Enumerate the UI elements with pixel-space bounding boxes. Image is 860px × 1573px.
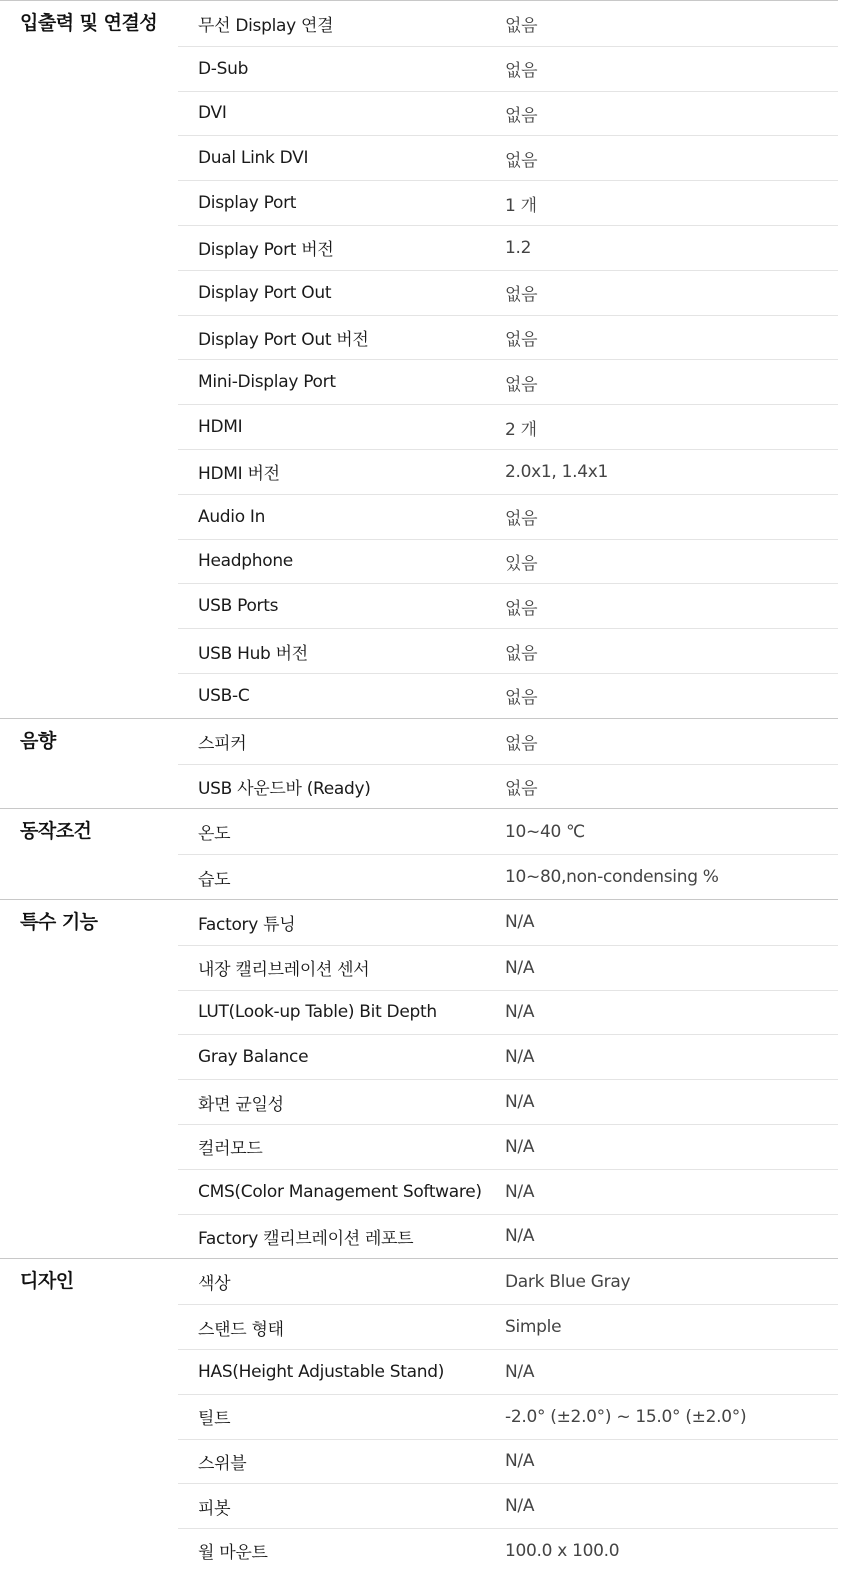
spec-row <box>178 1528 838 1573</box>
spec-label: USB Hub 버전 <box>198 643 308 664</box>
spec-rows <box>178 900 838 1258</box>
spec-row <box>178 1304 838 1349</box>
spec-value: 없음 <box>505 598 538 619</box>
spec-row <box>178 539 838 584</box>
section-title: 입출력 및 연결성 <box>20 12 158 34</box>
spec-value: 없음 <box>505 61 538 82</box>
spec-value: 1.2 <box>505 237 532 258</box>
spec-label: Headphone <box>198 551 293 572</box>
spec-value: 10~40 ℃ <box>505 821 585 842</box>
spec-section <box>0 808 838 899</box>
spec-label: 무선 Display 연결 <box>198 15 334 36</box>
spec-value: N/A <box>505 912 535 933</box>
spec-label: Mini-Display Port <box>198 372 336 393</box>
spec-label: CMS(Color Management Software) <box>198 1181 482 1202</box>
spec-value: N/A <box>505 1181 535 1202</box>
spec-label: Display Port <box>198 193 297 214</box>
spec-value: 있음 <box>505 553 538 574</box>
spec-label: Dual Link DVI <box>198 148 309 169</box>
spec-value: 없음 <box>505 688 538 709</box>
spec-value: 없음 <box>505 643 538 664</box>
spec-value: N/A <box>505 1092 535 1113</box>
spec-value: N/A <box>505 1451 535 1472</box>
spec-row <box>178 494 838 539</box>
spec-row <box>178 1439 838 1484</box>
spec-rows <box>178 1259 838 1573</box>
spec-row <box>178 673 838 718</box>
section-title: 특수 기능 <box>20 910 98 933</box>
spec-value: -2.0° (±2.0°) ~ 15.0° (±2.0°) <box>505 1406 747 1427</box>
spec-row <box>178 1349 838 1394</box>
spec-label: USB-C <box>198 685 250 706</box>
spec-label: USB Ports <box>198 596 279 617</box>
spec-value: 10~80,non-condensing % <box>505 867 719 888</box>
spec-value: 없음 <box>505 778 538 799</box>
spec-label: 스피커 <box>198 733 247 754</box>
spec-label: Factory 캘리브레이션 레포트 <box>198 1228 414 1249</box>
spec-section <box>0 0 838 718</box>
spec-value: 없음 <box>505 509 538 530</box>
spec-label: USB 사운드바 (Ready) <box>198 778 371 799</box>
spec-section <box>0 718 838 809</box>
spec-label: 화면 균일성 <box>198 1094 284 1115</box>
spec-value: 없음 <box>505 150 538 171</box>
spec-row <box>178 225 838 270</box>
spec-value: 없음 <box>505 733 538 754</box>
spec-value: 없음 <box>505 105 538 126</box>
spec-value: 100.0 x 100.0 <box>505 1540 620 1561</box>
spec-value: N/A <box>505 1136 535 1157</box>
spec-label: 내장 캘리브레이션 센서 <box>198 960 370 981</box>
spec-section <box>0 1258 838 1573</box>
spec-row <box>178 1214 838 1259</box>
spec-row <box>178 764 838 809</box>
spec-label: 피봇 <box>198 1498 231 1519</box>
spec-value: N/A <box>505 1226 535 1247</box>
spec-row <box>178 1259 838 1304</box>
section-title: 디자인 <box>20 1270 74 1293</box>
spec-label: 온도 <box>198 824 231 845</box>
spec-value: 없음 <box>505 285 538 306</box>
spec-rows <box>178 719 838 809</box>
spec-value: 없음 <box>505 374 538 395</box>
spec-label: DVI <box>198 103 227 124</box>
spec-row <box>178 1034 838 1079</box>
spec-value: N/A <box>505 1361 535 1382</box>
spec-row <box>178 359 838 404</box>
spec-row <box>178 583 838 628</box>
spec-value: Dark Blue Gray <box>505 1271 631 1292</box>
spec-row <box>178 719 838 764</box>
spec-label: HAS(Height Adjustable Stand) <box>198 1361 445 1382</box>
spec-label: HDMI <box>198 417 243 438</box>
spec-row <box>178 315 838 360</box>
spec-row <box>178 945 838 990</box>
spec-label: HDMI 버전 <box>198 464 280 485</box>
spec-value: N/A <box>505 1047 535 1068</box>
spec-value: 2.0x1, 1.4x1 <box>505 461 609 482</box>
spec-label: Gray Balance <box>198 1047 309 1068</box>
spec-row <box>178 854 838 899</box>
spec-row <box>178 270 838 315</box>
spec-row <box>178 900 838 945</box>
spec-label: Display Port Out <box>198 282 332 303</box>
spec-value: 없음 <box>505 329 538 350</box>
spec-label: Factory 튜닝 <box>198 914 296 935</box>
spec-value: 1 개 <box>505 195 537 216</box>
spec-section <box>0 899 838 1258</box>
spec-value: N/A <box>505 957 535 978</box>
spec-label: 습도 <box>198 869 231 890</box>
spec-row <box>178 91 838 136</box>
spec-row <box>178 1079 838 1124</box>
spec-label: D-Sub <box>198 58 249 79</box>
section-title: 동작조건 <box>20 820 92 843</box>
section-title: 음향 <box>20 729 56 752</box>
spec-label: Audio In <box>198 506 266 527</box>
spec-row <box>178 1394 838 1439</box>
spec-label: 스탠드 형태 <box>198 1319 284 1340</box>
spec-row <box>178 180 838 225</box>
spec-label: LUT(Look-up Table) Bit Depth <box>198 1002 437 1023</box>
spec-value: N/A <box>505 1002 535 1023</box>
spec-label: Display Port 버전 <box>198 240 334 261</box>
spec-label: 월 마운트 <box>198 1543 268 1564</box>
spec-row <box>178 404 838 449</box>
spec-row <box>178 449 838 494</box>
spec-row <box>178 628 838 673</box>
spec-rows <box>178 809 838 899</box>
spec-row <box>178 1483 838 1528</box>
spec-label: 스위블 <box>198 1453 247 1474</box>
spec-row <box>178 135 838 180</box>
spec-row <box>178 809 838 854</box>
spec-label: 색상 <box>198 1274 231 1295</box>
spec-label: 컬러모드 <box>198 1139 263 1160</box>
spec-value: 없음 <box>505 15 538 36</box>
spec-row <box>178 1169 838 1214</box>
spec-row <box>178 46 838 91</box>
spec-label: 틸트 <box>198 1409 231 1430</box>
spec-value: 2 개 <box>505 419 537 440</box>
spec-row <box>178 1124 838 1169</box>
spec-rows <box>178 1 838 718</box>
spec-value: Simple <box>505 1317 562 1337</box>
spec-row <box>178 1 838 46</box>
spec-row <box>178 990 838 1035</box>
spec-label: Display Port Out 버전 <box>198 329 369 350</box>
spec-value: N/A <box>505 1496 535 1517</box>
